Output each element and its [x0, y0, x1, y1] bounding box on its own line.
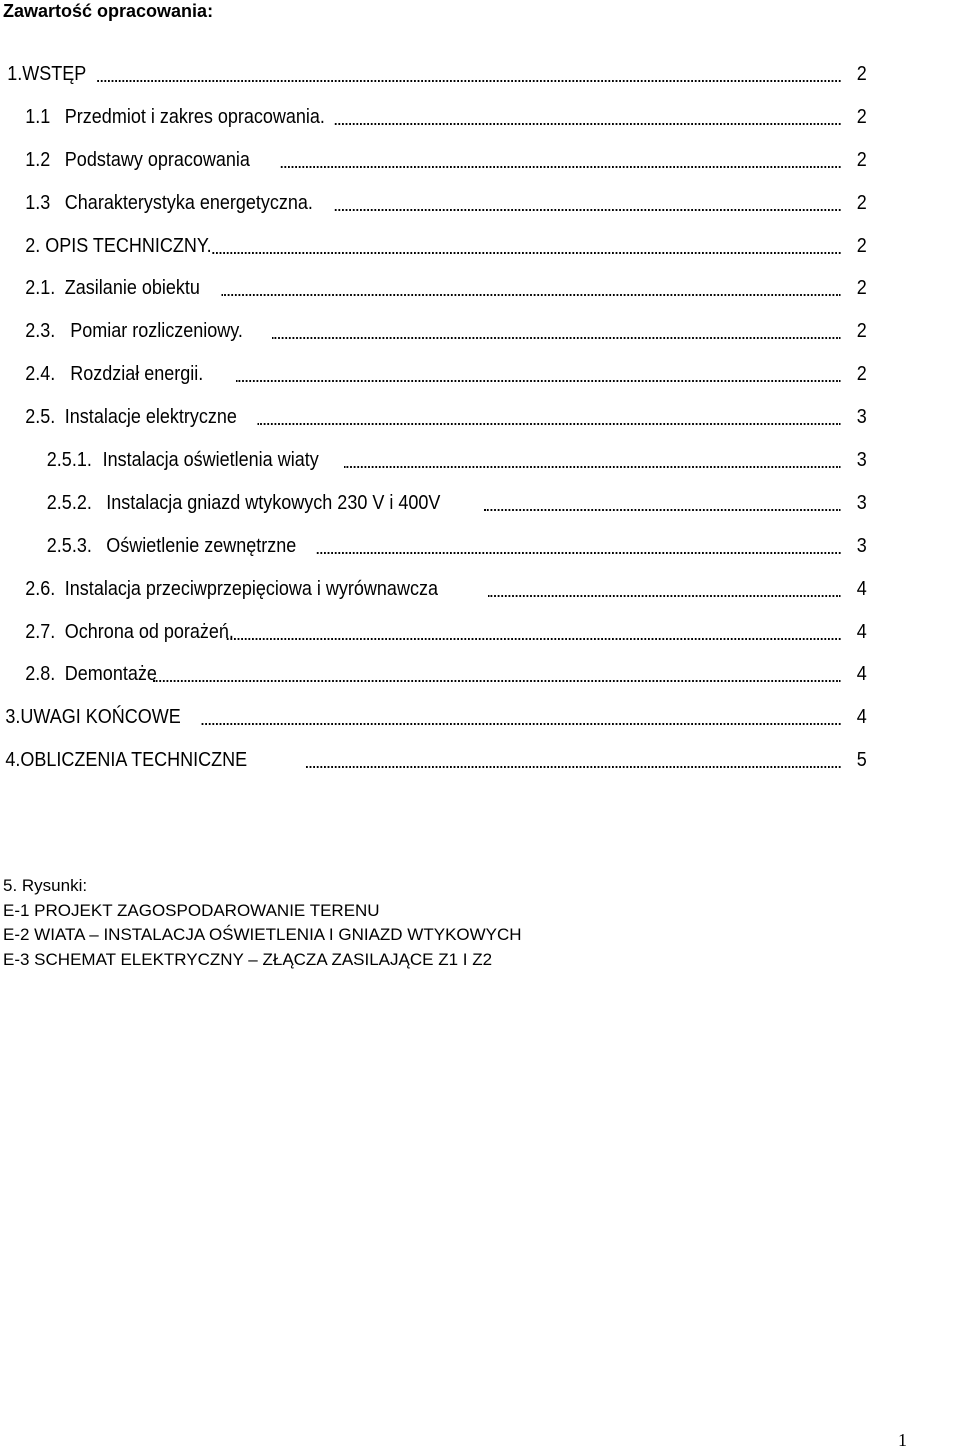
toc-entry[interactable]: [0, 234, 869, 277]
toc-leader-dots: [306, 766, 841, 768]
toc-entry[interactable]: [0, 105, 869, 148]
drawings-heading: 5. Rysunki:: [3, 876, 88, 895]
toc-entry-number: 1.1: [25, 105, 51, 128]
toc-entry-page: 3: [856, 449, 867, 472]
toc-leader-dots: [335, 209, 841, 211]
toc-entry[interactable]: [0, 534, 869, 577]
toc-entry-title: Instalacje elektryczne: [64, 406, 237, 429]
toc-entry-page: 2: [856, 191, 867, 214]
toc-leader-dots: [227, 638, 841, 640]
toc-leader-dots: [202, 723, 841, 725]
toc-entry-page: 5: [856, 749, 867, 772]
toc-entry-title: Instalacja przeciwprzepięciowa i wyrównawcza: [64, 577, 438, 600]
toc-entry-page: 2: [856, 320, 867, 343]
toc-entry-title: Rozdział energii.: [70, 363, 204, 386]
toc-entry[interactable]: [0, 662, 869, 705]
toc-heading: Zawartość opracowania:: [3, 1, 214, 21]
toc-entry[interactable]: [0, 62, 869, 105]
toc-entry-page: 3: [856, 491, 867, 514]
drawing-item: E-2 WIATA – INSTALACJA OŚWIETLENIA I GNIAZD WTYKOWYCH: [3, 925, 522, 944]
toc-entry[interactable]: [0, 748, 869, 791]
toc-entry-title: Przedmiot i zakres opracowania.: [64, 105, 325, 128]
toc-entry-number: 1.3: [25, 191, 51, 214]
toc-entry[interactable]: [0, 405, 869, 448]
drawings-list: [3, 874, 522, 972]
toc-entry-title: Podstawy opracowania: [64, 148, 250, 171]
toc-entry-number: 2.5.: [25, 406, 56, 429]
toc-leader-dots: [317, 552, 841, 554]
toc-leader-dots: [272, 337, 841, 339]
toc-entry[interactable]: [0, 491, 869, 534]
toc-entry-number: 2.7.: [25, 620, 56, 643]
toc-entry-title: Instalacja gniazd wtykowych 230 V i 400V: [106, 491, 441, 514]
toc-entry-number: 1.WSTĘP: [7, 63, 87, 85]
toc-entry-number: 2.4.: [25, 363, 56, 386]
toc-leader-dots: [335, 123, 841, 125]
toc-entry[interactable]: [0, 448, 869, 491]
toc-entry-number: 3.UWAGI KOŃCOWE: [5, 706, 181, 729]
toc-entry-number: 2.1.: [25, 277, 56, 300]
table-of-contents: [0, 62, 960, 791]
toc-entry-page: 2: [856, 277, 867, 300]
toc-entry-page: 4: [856, 706, 867, 729]
toc-entry-title: Instalacja oświetlenia wiaty: [102, 449, 319, 472]
toc-entry-number: 2.6.: [25, 577, 56, 600]
toc-entry-page: 2: [856, 234, 867, 257]
toc-leader-dots: [484, 509, 840, 511]
toc-leader-dots: [488, 595, 841, 597]
toc-entry-page: 2: [856, 105, 867, 128]
toc-entry-title: Pomiar rozliczeniowy.: [70, 320, 243, 343]
toc-entry-number: 2.5.1.: [46, 449, 92, 472]
drawing-item: E-1 PROJEKT ZAGOSPODAROWANIE TERENU: [3, 900, 380, 920]
toc-entry-page: 3: [856, 406, 867, 429]
toc-entry[interactable]: [0, 191, 869, 234]
toc-entry-page: 4: [856, 620, 867, 643]
drawing-item: E-3 SCHEMAT ELEKTRYCZNY – ZŁĄCZA ZASILAJĄCE Z1 I Z2: [3, 949, 493, 969]
toc-entry-title: Demontaże: [64, 663, 157, 686]
toc-leader-dots: [236, 380, 841, 382]
toc-entry-number: 2.5.2.: [46, 491, 92, 514]
toc-leader-dots: [212, 252, 840, 254]
toc-entry-title: Ochrona od porażeń.: [64, 620, 234, 643]
toc-leader-dots: [281, 166, 841, 168]
toc-leader-dots: [97, 80, 840, 82]
toc-entry[interactable]: [0, 620, 869, 663]
toc-entry-number: 4.OBLICZENIA TECHNICZNE: [5, 749, 248, 772]
toc-entry[interactable]: [0, 362, 869, 405]
toc-leader-dots: [221, 294, 840, 296]
toc-entry-title: Oświetlenie zewnętrzne: [106, 534, 297, 557]
toc-entry[interactable]: [0, 705, 869, 748]
toc-entry-number: 2.8.: [25, 663, 56, 686]
toc-entry[interactable]: [0, 148, 869, 191]
toc-leader-dots: [344, 466, 841, 468]
toc-entry[interactable]: [0, 276, 869, 319]
toc-entry-page: 2: [856, 148, 867, 171]
toc-entry-title: Zasilanie obiektu: [64, 277, 200, 300]
toc-entry-page: 3: [856, 534, 867, 557]
toc-entry-page: 4: [856, 663, 867, 686]
page-number: 1: [898, 1430, 907, 1450]
toc-entry[interactable]: [0, 319, 869, 362]
toc-entry-page: 2: [856, 363, 867, 386]
toc-leader-dots: [257, 423, 840, 425]
toc-entry-page: 2: [856, 63, 867, 85]
toc-leader-dots: [153, 680, 841, 682]
toc-entry-number: 2.5.3.: [46, 534, 92, 557]
toc-entry[interactable]: [0, 577, 869, 620]
toc-entry-page: 4: [856, 577, 867, 600]
toc-entry-number: 1.2: [25, 148, 51, 171]
toc-entry-number: 2.3.: [25, 320, 56, 343]
toc-entry-title: Charakterystyka energetyczna.: [64, 191, 313, 214]
toc-entry-number: 2. OPIS TECHNICZNY.: [25, 234, 212, 257]
